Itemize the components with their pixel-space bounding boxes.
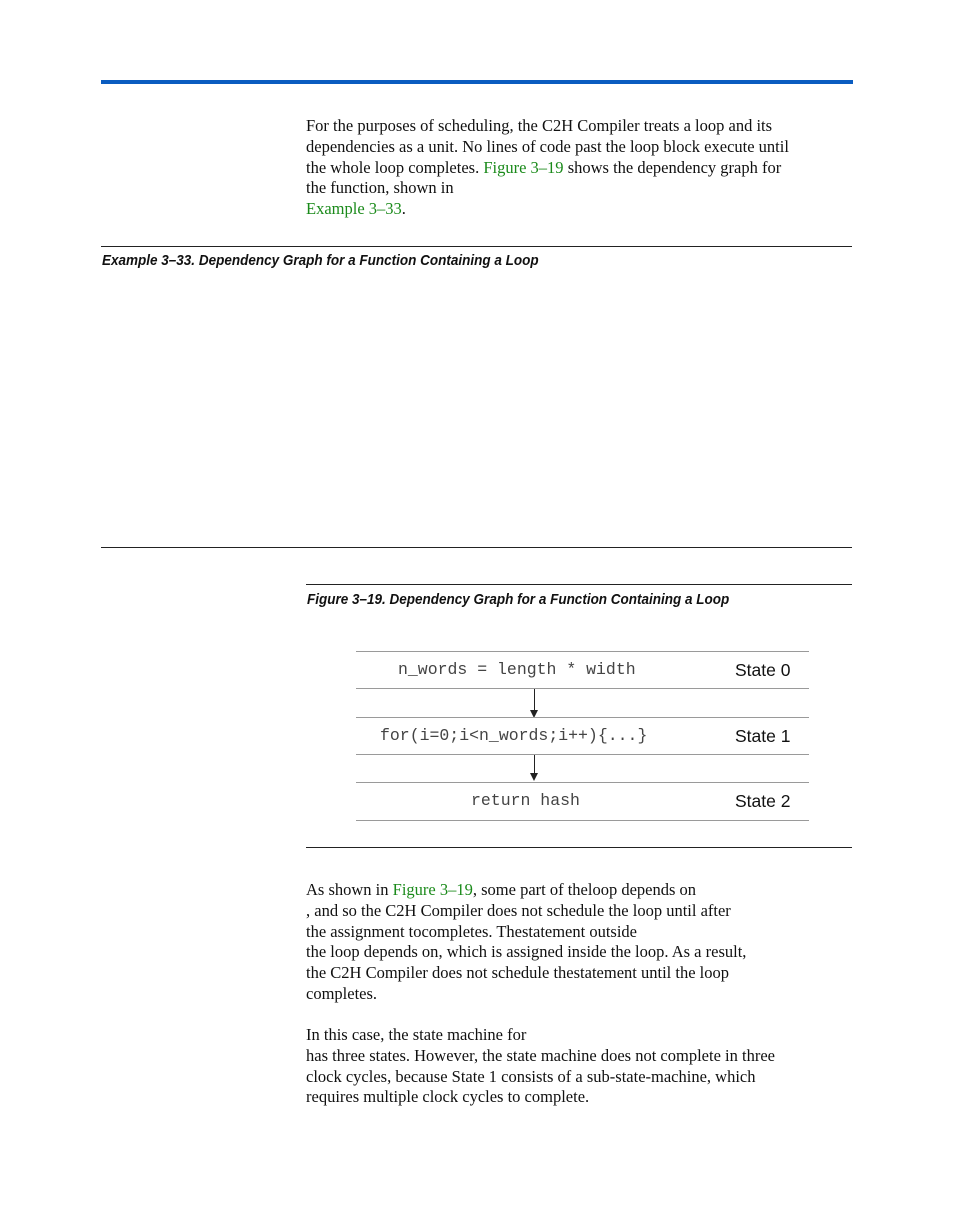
para-line [306, 963, 851, 984]
state-1-code: for(i=0;i<n_words;i++){...} [380, 726, 648, 745]
row-divider [356, 688, 809, 689]
intro-text: the function [306, 178, 386, 198]
row-divider [356, 782, 809, 783]
state-1-label: State 1 [735, 726, 791, 746]
state-2-label: State 2 [735, 791, 791, 811]
figure-top-rule [306, 584, 852, 585]
figure-caption: Figure 3–19. Dependency Graph for a Function Containing a Loop [307, 591, 730, 608]
para-line: clock cycles, because State 1 consists of a sub-state-machine, which [306, 1066, 756, 1086]
para-text: the loop depends on [306, 942, 439, 962]
example-caption: Example 3–33. Dependency Graph for a Function Containing a Loop [102, 252, 539, 269]
figure-bottom-rule [306, 847, 852, 848]
row-divider [356, 754, 809, 755]
para-line [306, 901, 851, 922]
intro-line: For the purposes of scheduling, the C2H Compiler treats a loop and its [306, 116, 773, 135]
intro-line [306, 158, 851, 179]
intro-line [306, 199, 851, 220]
intro-text: the whole loop completes. [306, 157, 480, 177]
row-divider [356, 651, 809, 652]
figure-3-19-link[interactable]: Figure 3–19 [483, 157, 564, 177]
intro-text: , shown in [385, 178, 454, 198]
para-text: statement outside [521, 921, 638, 941]
para-line [306, 942, 851, 963]
para-text: completes. The [421, 921, 522, 941]
para-text: statement until the loop [573, 963, 729, 983]
intro-text: . [401, 199, 406, 219]
arrow-down-icon [530, 773, 538, 781]
arrow-line [534, 755, 535, 774]
row-divider [356, 717, 809, 718]
intro-paragraph [306, 116, 851, 220]
intro-line [306, 178, 851, 199]
para-text: , some part of the [472, 880, 588, 899]
para-line [306, 922, 851, 943]
para-line: requires multiple clock cycles to complete. [306, 1087, 590, 1107]
example-bottom-rule [101, 547, 852, 548]
para-line: completes. [306, 983, 378, 1003]
intro-line: dependencies as a unit. No lines of code past the loop block execute until [306, 136, 789, 156]
intro-text: shows the dependency graph for [567, 157, 782, 177]
example-top-rule [101, 246, 852, 247]
figure-3-19-link[interactable]: Figure 3–19 [392, 880, 473, 899]
para-text: the C2H Compiler does not schedule the [306, 963, 574, 983]
row-divider [356, 820, 809, 821]
para-line: has three states. However, the state machine does not complete in three [306, 1045, 775, 1065]
state-0-label: State 0 [735, 660, 791, 680]
para-text: , and so the C2H Compiler does not schedule the loop until after [306, 900, 731, 920]
arrow-line [534, 689, 535, 711]
explanation-paragraph [306, 880, 851, 1005]
para-text: , which is assigned inside the loop. As a result, [438, 942, 747, 962]
state-0-code: n_words = length * width [398, 660, 636, 679]
summary-paragraph [306, 1025, 851, 1108]
para-text: loop depends on [587, 880, 697, 899]
header-rule [101, 80, 853, 84]
dependency-graph [356, 651, 809, 821]
para-line: In this case, the state machine for [306, 1025, 527, 1044]
state-2-code: return hash [471, 791, 580, 810]
example-3-33-link[interactable]: Example 3–33 [306, 199, 402, 219]
para-line [306, 880, 851, 901]
para-text: As shown in [306, 880, 389, 899]
para-text: the assignment to [306, 921, 422, 941]
